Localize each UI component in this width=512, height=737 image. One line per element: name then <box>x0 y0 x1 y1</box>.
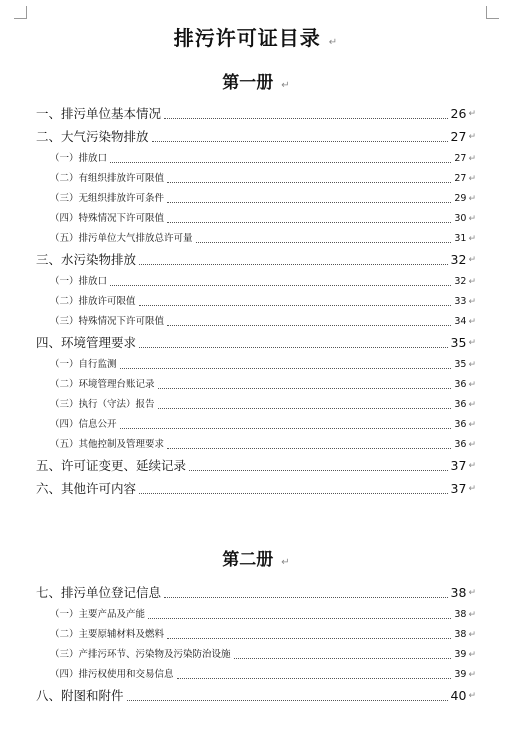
toc-leader-dots <box>177 677 452 679</box>
toc-page-number: 40 <box>450 688 467 703</box>
toc-leader-dots <box>189 469 448 471</box>
toc-page-number: 36 <box>454 439 467 450</box>
page-corner-mark-left <box>14 6 27 19</box>
toc-page-number: 27 <box>454 153 467 164</box>
toc-entry-label: （三）无组织排放许可条件 <box>50 193 165 204</box>
toc-page-number: 38 <box>454 629 467 640</box>
paragraph-mark-icon: ↵ <box>468 440 476 450</box>
paragraph-mark-icon: ↵ <box>468 610 476 620</box>
paragraph-mark-icon: ↵ <box>468 670 476 680</box>
toc-subentry[interactable] <box>36 232 476 246</box>
toc-page-number: 36 <box>454 399 467 410</box>
toc-subentry[interactable] <box>36 152 476 166</box>
paragraph-mark-icon: ↵ <box>281 557 290 568</box>
paragraph-mark-icon: ↵ <box>468 420 476 430</box>
toc-entry-label: （三）产排污环节、污染物及污染防治设施 <box>50 649 231 660</box>
toc-entry-label: （一）主要产品及产能 <box>50 609 146 620</box>
toc-subentry[interactable] <box>36 608 476 622</box>
paragraph-mark-icon: ↵ <box>468 461 476 471</box>
toc-entry-label: （二）排放许可限值 <box>50 296 136 307</box>
toc-leader-dots <box>158 407 452 409</box>
volume-1-title-text: 第一册 <box>222 73 274 93</box>
toc-subentry[interactable] <box>36 192 476 206</box>
toc-leader-dots <box>110 284 451 286</box>
toc-entry-label: 六、其他许可内容 <box>36 481 137 496</box>
toc-leader-dots <box>167 324 451 326</box>
toc-entry[interactable] <box>36 128 476 146</box>
paragraph-mark-icon: ↵ <box>468 234 476 244</box>
toc-entry[interactable] <box>36 457 476 475</box>
paragraph-mark-icon: ↵ <box>468 380 476 390</box>
toc-entry[interactable] <box>36 584 476 602</box>
toc-leader-dots <box>167 181 451 183</box>
toc-subentry[interactable] <box>36 438 476 452</box>
paragraph-mark-icon: ↵ <box>468 194 476 204</box>
toc-leader-dots <box>152 140 448 142</box>
paragraph-mark-icon: ↵ <box>328 37 339 48</box>
toc-leader-dots <box>167 221 451 223</box>
toc-entry-label: （二）环境管理台账记录 <box>50 379 155 390</box>
paragraph-mark-icon: ↵ <box>468 630 476 640</box>
paragraph-mark-icon: ↵ <box>468 650 476 660</box>
paragraph-mark-icon: ↵ <box>468 691 476 701</box>
toc-leader-dots <box>127 699 448 701</box>
toc-leader-dots <box>148 617 451 619</box>
toc-page-number: 39 <box>454 669 467 680</box>
toc-entry-label: （三）特殊情况下许可限值 <box>50 316 165 327</box>
toc-leader-dots <box>234 657 452 659</box>
toc-subentry[interactable] <box>36 668 476 682</box>
toc-subentry[interactable] <box>36 295 476 309</box>
toc-page-number: 38 <box>450 585 467 600</box>
toc-page-number: 35 <box>450 335 467 350</box>
toc-entry-label: 一、排污单位基本情况 <box>36 106 162 121</box>
toc-subentry[interactable] <box>36 275 476 289</box>
toc-page-number: 36 <box>454 379 467 390</box>
toc-subentry[interactable] <box>36 358 476 372</box>
toc-subentry[interactable] <box>36 315 476 329</box>
toc-leader-dots <box>158 387 452 389</box>
toc-entry-label: （五）排污单位大气排放总许可量 <box>50 233 193 244</box>
document-title-text: 排污许可证目录 <box>173 26 321 50</box>
toc-entry-label: （一）排放口 <box>50 153 108 164</box>
toc-page-number: 35 <box>454 359 467 370</box>
toc-page-number: 27 <box>454 173 467 184</box>
toc-entry[interactable] <box>36 687 476 705</box>
toc-leader-dots <box>110 161 451 163</box>
paragraph-mark-icon: ↵ <box>468 338 476 348</box>
toc-entry[interactable] <box>36 480 476 498</box>
volume-2-toc <box>36 584 476 705</box>
toc-entry-label: 四、环境管理要求 <box>36 335 137 350</box>
toc-page-number: 32 <box>450 252 467 267</box>
toc-entry-label: 七、排污单位登记信息 <box>36 585 162 600</box>
toc-entry-label: （四）信息公开 <box>50 419 117 430</box>
toc-entry-label: （四）排污权使用和交易信息 <box>50 669 174 680</box>
paragraph-mark-icon: ↵ <box>281 80 290 91</box>
toc-leader-dots <box>167 447 451 449</box>
paragraph-mark-icon: ↵ <box>468 484 476 494</box>
toc-leader-dots <box>120 427 452 429</box>
toc-leader-dots <box>139 346 448 348</box>
paragraph-mark-icon: ↵ <box>468 109 476 119</box>
toc-page-number: 37 <box>450 458 467 473</box>
paragraph-mark-icon: ↵ <box>468 154 476 164</box>
toc-page-number: 36 <box>454 419 467 430</box>
volume-1-title <box>0 68 512 93</box>
toc-entry[interactable] <box>36 105 476 123</box>
toc-leader-dots <box>196 241 452 243</box>
toc-leader-dots <box>164 117 448 119</box>
toc-entry[interactable] <box>36 334 476 352</box>
paragraph-mark-icon: ↵ <box>468 255 476 265</box>
toc-entry-label: （一）自行监测 <box>50 359 117 370</box>
toc-leader-dots <box>167 637 451 639</box>
toc-leader-dots <box>167 201 451 203</box>
toc-leader-dots <box>139 492 448 494</box>
toc-entry[interactable] <box>36 251 476 269</box>
toc-entry-label: 五、许可证变更、延续记录 <box>36 458 187 473</box>
volume-2-title-text: 第二册 <box>222 550 274 570</box>
toc-entry-label: （一）排放口 <box>50 276 108 287</box>
toc-page-number: 37 <box>450 481 467 496</box>
paragraph-mark-icon: ↵ <box>468 214 476 224</box>
toc-leader-dots <box>139 263 448 265</box>
toc-leader-dots <box>139 304 452 306</box>
toc-page-number: 39 <box>454 649 467 660</box>
paragraph-mark-icon: ↵ <box>468 277 476 287</box>
document-title <box>0 22 512 51</box>
toc-page-number: 27 <box>450 129 467 144</box>
toc-entry-label: （四）特殊情况下许可限值 <box>50 213 165 224</box>
toc-subentry[interactable] <box>36 418 476 432</box>
toc-page-number: 31 <box>454 233 467 244</box>
toc-page-number: 29 <box>454 193 467 204</box>
toc-subentry[interactable] <box>36 398 476 412</box>
toc-subentry[interactable] <box>36 628 476 642</box>
page-corner-mark-right <box>486 6 499 19</box>
volume-2-title <box>0 545 512 570</box>
volume-1-toc <box>36 105 476 498</box>
toc-page-number: 38 <box>454 609 467 620</box>
paragraph-mark-icon: ↵ <box>468 360 476 370</box>
toc-subentry[interactable] <box>36 212 476 226</box>
toc-entry-label: （二）主要原辅材料及燃料 <box>50 629 165 640</box>
toc-entry-label: （三）执行（守法）报告 <box>50 399 155 410</box>
paragraph-mark-icon: ↵ <box>468 400 476 410</box>
paragraph-mark-icon: ↵ <box>468 317 476 327</box>
toc-entry-label: 三、水污染物排放 <box>36 252 137 267</box>
toc-leader-dots <box>164 596 448 598</box>
toc-subentry[interactable] <box>36 648 476 662</box>
paragraph-mark-icon: ↵ <box>468 174 476 184</box>
toc-page-number: 33 <box>454 296 467 307</box>
toc-page-number: 26 <box>450 106 467 121</box>
toc-leader-dots <box>120 367 452 369</box>
toc-entry-label: （二）有组织排放许可限值 <box>50 173 165 184</box>
toc-page-number: 30 <box>454 213 467 224</box>
toc-entry-label: 八、附图和附件 <box>36 688 124 703</box>
toc-page-number: 32 <box>454 276 467 287</box>
toc-entry-label: （五）其他控制及管理要求 <box>50 439 165 450</box>
paragraph-mark-icon: ↵ <box>468 588 476 598</box>
toc-entry-label: 二、大气污染物排放 <box>36 129 149 144</box>
paragraph-mark-icon: ↵ <box>468 132 476 142</box>
paragraph-mark-icon: ↵ <box>468 297 476 307</box>
toc-page-number: 34 <box>454 316 467 327</box>
toc-subentry[interactable] <box>36 172 476 186</box>
toc-subentry[interactable] <box>36 378 476 392</box>
